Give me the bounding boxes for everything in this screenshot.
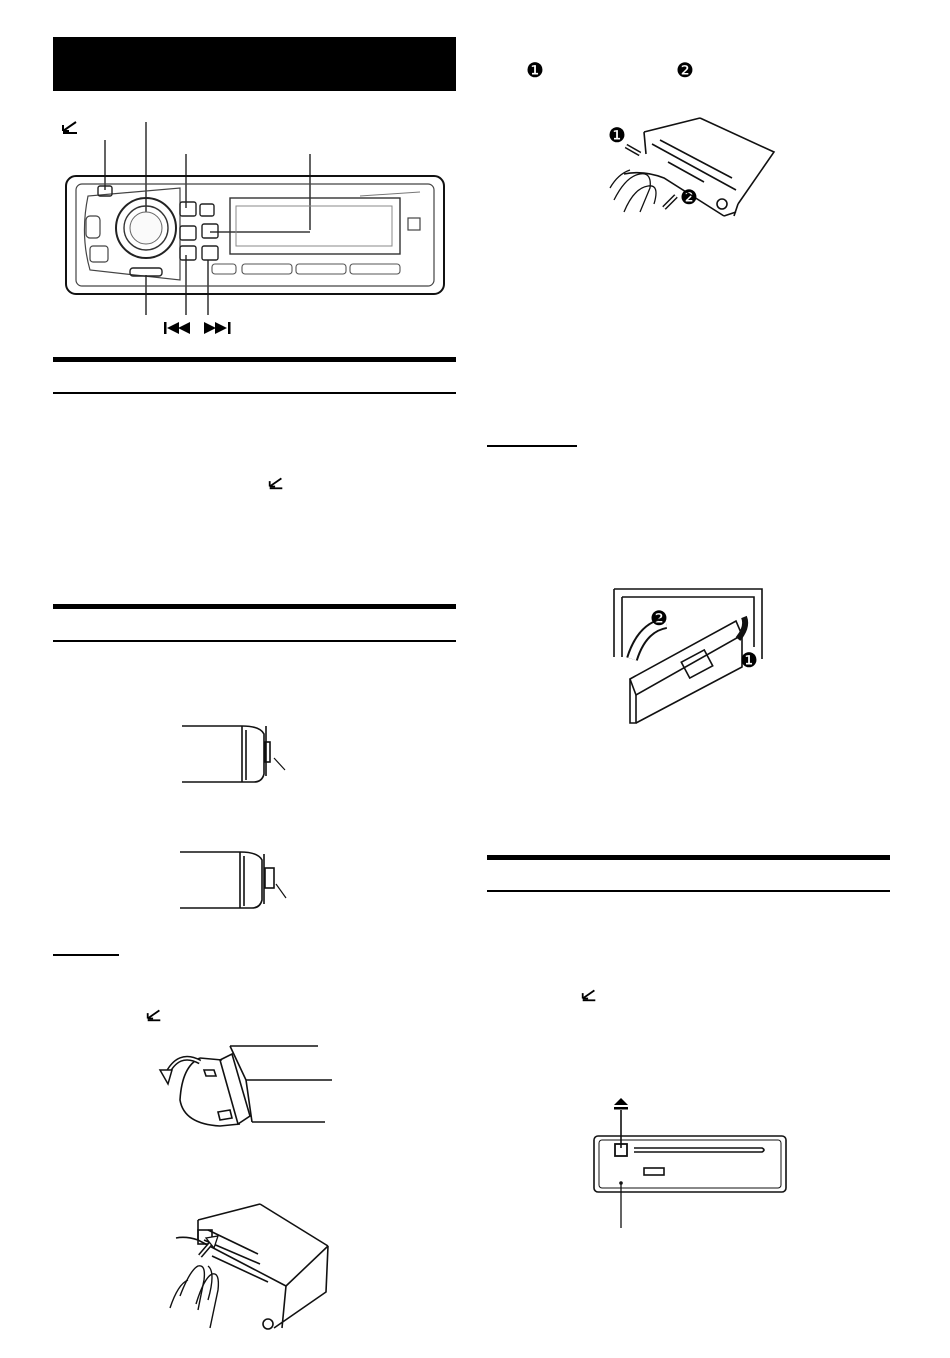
hand-release-diagram bbox=[168, 1200, 333, 1330]
heading-underline bbox=[53, 954, 119, 956]
step-two-marker: ❷ bbox=[680, 185, 698, 209]
step-one-marker: ❶ bbox=[608, 123, 626, 147]
side-profile-diagram bbox=[180, 722, 290, 792]
section-title-bar bbox=[53, 37, 456, 91]
front-panel-diagram bbox=[60, 120, 455, 340]
panel-flip-diagram bbox=[160, 1040, 335, 1135]
section-rule-thin bbox=[53, 392, 456, 394]
section-rule-thin bbox=[53, 640, 456, 642]
next-track-icon bbox=[202, 321, 232, 335]
detach-panel-diagram bbox=[604, 116, 784, 236]
heading-underline bbox=[487, 445, 577, 447]
section-rule-thick bbox=[53, 357, 456, 362]
prev-track-icon bbox=[164, 321, 194, 335]
section-rule-thin bbox=[487, 890, 890, 892]
release-arrow-icon bbox=[145, 1006, 163, 1027]
step-one-marker: ❶ bbox=[526, 58, 544, 82]
release-arrow-icon bbox=[267, 474, 285, 495]
attach-panel-diagram bbox=[600, 587, 768, 727]
side-profile-diagram-open bbox=[178, 848, 290, 918]
step-one-marker: ❶ bbox=[740, 648, 758, 672]
step-two-marker: ❷ bbox=[650, 606, 668, 630]
step-two-marker: ❷ bbox=[676, 58, 694, 82]
cd-slot-diagram bbox=[592, 1108, 788, 1230]
release-arrow-icon bbox=[580, 986, 598, 1007]
section-rule-thick bbox=[53, 604, 456, 609]
section-rule-thick bbox=[487, 855, 890, 860]
